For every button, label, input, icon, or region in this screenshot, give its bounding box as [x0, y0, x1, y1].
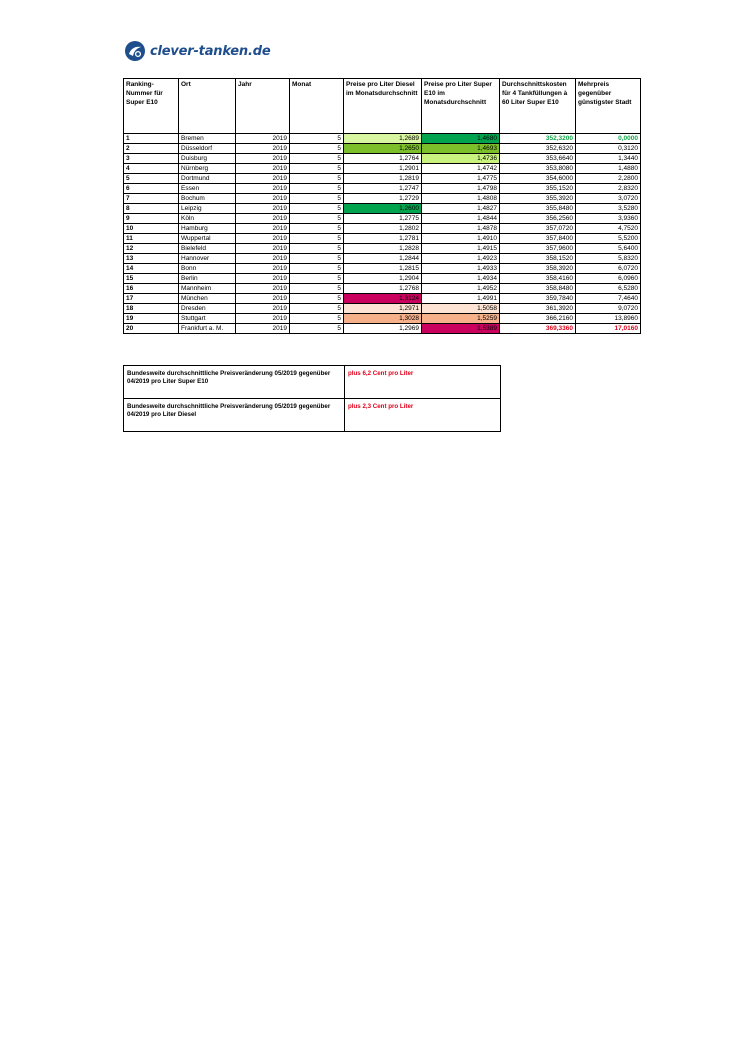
cell-ort: Bremen — [179, 134, 236, 144]
header-rank: Ranking-Nummer für Super E10 — [124, 79, 179, 125]
cell-ort: Düsseldorf — [179, 144, 236, 154]
cell-jahr: 2019 — [236, 294, 290, 304]
header-diesel: Preise pro Liter Diesel im Monatsdurchschnitt — [344, 79, 422, 125]
cell-kosten: 352,3200 — [500, 134, 576, 144]
cell-jahr: 2019 — [236, 134, 290, 144]
header-kosten: Durchschnittskosten für 4 Tankfüllungen à 60 Liter Super E10 — [500, 79, 576, 125]
cell-diesel: 1,2904 — [344, 274, 422, 284]
header-ort: Ort — [179, 79, 236, 125]
summary-row — [124, 399, 501, 432]
table-row — [124, 274, 641, 284]
cell-kosten: 369,3360 — [500, 324, 576, 334]
cell-monat: 5 — [290, 134, 344, 144]
cell-e10: 1,5058 — [422, 304, 500, 314]
cell-monat: 5 — [290, 194, 344, 204]
cell-rank: 8 — [124, 204, 179, 214]
cell-monat: 5 — [290, 214, 344, 224]
cell-e10: 1,4742 — [422, 164, 500, 174]
cell-jahr: 2019 — [236, 254, 290, 264]
cell-jahr: 2019 — [236, 174, 290, 184]
table-row — [124, 134, 641, 144]
cell-ort: Frankfurt a. M. — [179, 324, 236, 334]
header-mehrpreis: Mehrpreis gegenüber günstigster Stadt — [576, 79, 641, 125]
cell-ort: Berlin — [179, 274, 236, 284]
price-ranking-table — [123, 78, 641, 334]
summary-label: Bundesweite durchschnittliche Preisveränderung 05/2019 gegenüber 04/2019 pro Liter Super E10 — [124, 366, 345, 399]
cell-ort: Duisburg — [179, 154, 236, 164]
cell-diesel: 1,2802 — [344, 224, 422, 234]
cell-mehrpreis: 13,8960 — [576, 314, 641, 324]
cell-e10: 1,4680 — [422, 134, 500, 144]
cell-diesel: 1,2768 — [344, 284, 422, 294]
cell-monat: 5 — [290, 184, 344, 194]
cell-monat: 5 — [290, 264, 344, 274]
cell-mehrpreis: 6,0720 — [576, 264, 641, 274]
cell-rank: 17 — [124, 294, 179, 304]
cell-kosten: 355,1520 — [500, 184, 576, 194]
cell-rank: 12 — [124, 244, 179, 254]
table-row — [124, 294, 641, 304]
cell-ort: Essen — [179, 184, 236, 194]
cell-ort: Leipzig — [179, 204, 236, 214]
table-row — [124, 144, 641, 154]
cell-monat: 5 — [290, 174, 344, 184]
cell-kosten: 357,8400 — [500, 234, 576, 244]
cell-mehrpreis: 9,0720 — [576, 304, 641, 314]
cell-rank: 19 — [124, 314, 179, 324]
cell-e10: 1,5389 — [422, 324, 500, 334]
table-row — [124, 184, 641, 194]
cell-diesel: 1,2747 — [344, 184, 422, 194]
cell-kosten: 358,3920 — [500, 264, 576, 274]
header-spacer — [124, 124, 641, 134]
cell-rank: 9 — [124, 214, 179, 224]
cell-diesel: 1,3028 — [344, 314, 422, 324]
cell-e10: 1,4933 — [422, 264, 500, 274]
header-jahr: Jahr — [236, 79, 290, 125]
cell-mehrpreis: 6,0960 — [576, 274, 641, 284]
cell-rank: 2 — [124, 144, 179, 154]
cell-diesel: 1,2969 — [344, 324, 422, 334]
cell-kosten: 355,3920 — [500, 194, 576, 204]
table-row — [124, 254, 641, 264]
cell-monat: 5 — [290, 204, 344, 214]
summary-table — [123, 365, 501, 432]
summary-label: Bundesweite durchschnittliche Preisveränderung 05/2019 gegenüber 04/2019 pro Liter Diesel — [124, 399, 345, 432]
table-row — [124, 284, 641, 294]
cell-mehrpreis: 4,7520 — [576, 224, 641, 234]
cell-mehrpreis: 17,0160 — [576, 324, 641, 334]
cell-monat: 5 — [290, 254, 344, 264]
cell-e10: 1,4934 — [422, 274, 500, 284]
cell-diesel: 1,2901 — [344, 164, 422, 174]
cell-mehrpreis: 2,8320 — [576, 184, 641, 194]
cell-jahr: 2019 — [236, 154, 290, 164]
cell-kosten: 358,4160 — [500, 274, 576, 284]
cell-mehrpreis: 0,0000 — [576, 134, 641, 144]
cell-rank: 14 — [124, 264, 179, 274]
cell-ort: Bielefeld — [179, 244, 236, 254]
table-row — [124, 224, 641, 234]
cell-rank: 6 — [124, 184, 179, 194]
cell-e10: 1,4736 — [422, 154, 500, 164]
table-row — [124, 204, 641, 214]
table-row — [124, 304, 641, 314]
cell-kosten: 353,8080 — [500, 164, 576, 174]
cell-kosten: 354,6000 — [500, 174, 576, 184]
table-row — [124, 174, 641, 184]
cell-monat: 5 — [290, 244, 344, 254]
cell-mehrpreis: 5,6400 — [576, 244, 641, 254]
cell-diesel: 1,2828 — [344, 244, 422, 254]
cell-mehrpreis: 0,3120 — [576, 144, 641, 154]
cell-ort: Nürnberg — [179, 164, 236, 174]
cell-monat: 5 — [290, 304, 344, 314]
cell-ort: Wuppertal — [179, 234, 236, 244]
cell-ort: Mannheim — [179, 284, 236, 294]
cell-rank: 15 — [124, 274, 179, 284]
cell-kosten: 359,7840 — [500, 294, 576, 304]
cell-diesel: 1,2729 — [344, 194, 422, 204]
cell-e10: 1,4808 — [422, 194, 500, 204]
cell-ort: Köln — [179, 214, 236, 224]
cell-diesel: 1,2600 — [344, 204, 422, 214]
cell-monat: 5 — [290, 154, 344, 164]
cell-jahr: 2019 — [236, 314, 290, 324]
cell-diesel: 1,2971 — [344, 304, 422, 314]
cell-jahr: 2019 — [236, 264, 290, 274]
cell-jahr: 2019 — [236, 164, 290, 174]
cell-monat: 5 — [290, 274, 344, 284]
cell-e10: 1,4952 — [422, 284, 500, 294]
cell-ort: Bonn — [179, 264, 236, 274]
table-row — [124, 194, 641, 204]
cell-diesel: 1,2781 — [344, 234, 422, 244]
fuel-drop-logo-icon — [124, 40, 146, 62]
cell-kosten: 361,3920 — [500, 304, 576, 314]
table-row — [124, 324, 641, 334]
cell-ort: Dortmund — [179, 174, 236, 184]
cell-e10: 1,4693 — [422, 144, 500, 154]
summary-row — [124, 366, 501, 399]
cell-jahr: 2019 — [236, 274, 290, 284]
cell-mehrpreis: 1,3440 — [576, 154, 641, 164]
cell-kosten: 356,2560 — [500, 214, 576, 224]
cell-jahr: 2019 — [236, 184, 290, 194]
cell-jahr: 2019 — [236, 234, 290, 244]
table-header-row — [124, 79, 641, 125]
table-row — [124, 214, 641, 224]
cell-monat: 5 — [290, 294, 344, 304]
cell-kosten: 353,6640 — [500, 154, 576, 164]
cell-e10: 1,4923 — [422, 254, 500, 264]
table-row — [124, 314, 641, 324]
cell-jahr: 2019 — [236, 144, 290, 154]
cell-ort: Hannover — [179, 254, 236, 264]
cell-ort: Stuttgart — [179, 314, 236, 324]
cell-rank: 16 — [124, 284, 179, 294]
cell-rank: 3 — [124, 154, 179, 164]
cell-jahr: 2019 — [236, 214, 290, 224]
cell-e10: 1,5259 — [422, 314, 500, 324]
cell-jahr: 2019 — [236, 304, 290, 314]
cell-mehrpreis: 3,5280 — [576, 204, 641, 214]
cell-ort: Dresden — [179, 304, 236, 314]
cell-monat: 5 — [290, 314, 344, 324]
cell-monat: 5 — [290, 324, 344, 334]
header-e10: Preise pro Liter Super E10 im Monatsdurchschnitt — [422, 79, 500, 125]
cell-jahr: 2019 — [236, 224, 290, 234]
cell-monat: 5 — [290, 234, 344, 244]
cell-rank: 11 — [124, 234, 179, 244]
cell-kosten: 358,8480 — [500, 284, 576, 294]
table-body — [124, 134, 641, 334]
cell-e10: 1,4844 — [422, 214, 500, 224]
cell-ort: Hamburg — [179, 224, 236, 234]
cell-e10: 1,4775 — [422, 174, 500, 184]
cell-jahr: 2019 — [236, 194, 290, 204]
cell-jahr: 2019 — [236, 204, 290, 214]
cell-jahr: 2019 — [236, 324, 290, 334]
cell-rank: 10 — [124, 224, 179, 234]
table-row — [124, 264, 641, 274]
cell-diesel: 1,2764 — [344, 154, 422, 164]
brand-logo — [124, 38, 270, 64]
cell-mehrpreis: 6,5280 — [576, 284, 641, 294]
cell-e10: 1,4915 — [422, 244, 500, 254]
table-row — [124, 234, 641, 244]
summary-value: plus 6,2 Cent pro Liter — [345, 366, 501, 399]
cell-kosten: 355,8480 — [500, 204, 576, 214]
cell-e10: 1,4878 — [422, 224, 500, 234]
cell-rank: 5 — [124, 174, 179, 184]
cell-rank: 13 — [124, 254, 179, 264]
cell-monat: 5 — [290, 164, 344, 174]
cell-ort: Bochum — [179, 194, 236, 204]
cell-diesel: 1,2689 — [344, 134, 422, 144]
cell-diesel: 1,2775 — [344, 214, 422, 224]
table-row — [124, 164, 641, 174]
cell-mehrpreis: 3,9360 — [576, 214, 641, 224]
cell-mehrpreis: 3,0720 — [576, 194, 641, 204]
cell-ort: München — [179, 294, 236, 304]
table-row — [124, 154, 641, 164]
cell-kosten: 357,9600 — [500, 244, 576, 254]
cell-e10: 1,4910 — [422, 234, 500, 244]
cell-rank: 7 — [124, 194, 179, 204]
cell-mehrpreis: 2,2800 — [576, 174, 641, 184]
cell-rank: 4 — [124, 164, 179, 174]
cell-diesel: 1,2819 — [344, 174, 422, 184]
cell-rank: 18 — [124, 304, 179, 314]
brand-name: clever-tanken.de — [150, 43, 271, 59]
cell-rank: 20 — [124, 324, 179, 334]
cell-e10: 1,4827 — [422, 204, 500, 214]
cell-kosten: 366,2160 — [500, 314, 576, 324]
cell-diesel: 1,3124 — [344, 294, 422, 304]
cell-monat: 5 — [290, 224, 344, 234]
cell-monat: 5 — [290, 284, 344, 294]
cell-mehrpreis: 5,8320 — [576, 254, 641, 264]
cell-kosten: 358,1520 — [500, 254, 576, 264]
table-row — [124, 244, 641, 254]
cell-mehrpreis: 5,5200 — [576, 234, 641, 244]
header-monat: Monat — [290, 79, 344, 125]
cell-diesel: 1,2844 — [344, 254, 422, 264]
cell-diesel: 1,2650 — [344, 144, 422, 154]
cell-jahr: 2019 — [236, 284, 290, 294]
cell-monat: 5 — [290, 144, 344, 154]
cell-jahr: 2019 — [236, 244, 290, 254]
cell-mehrpreis: 7,4640 — [576, 294, 641, 304]
cell-mehrpreis: 1,4880 — [576, 164, 641, 174]
cell-kosten: 352,6320 — [500, 144, 576, 154]
cell-e10: 1,4798 — [422, 184, 500, 194]
cell-diesel: 1,2815 — [344, 264, 422, 274]
cell-e10: 1,4991 — [422, 294, 500, 304]
cell-rank: 1 — [124, 134, 179, 144]
summary-value: plus 2,3 Cent pro Liter — [345, 399, 501, 432]
cell-kosten: 357,0720 — [500, 224, 576, 234]
